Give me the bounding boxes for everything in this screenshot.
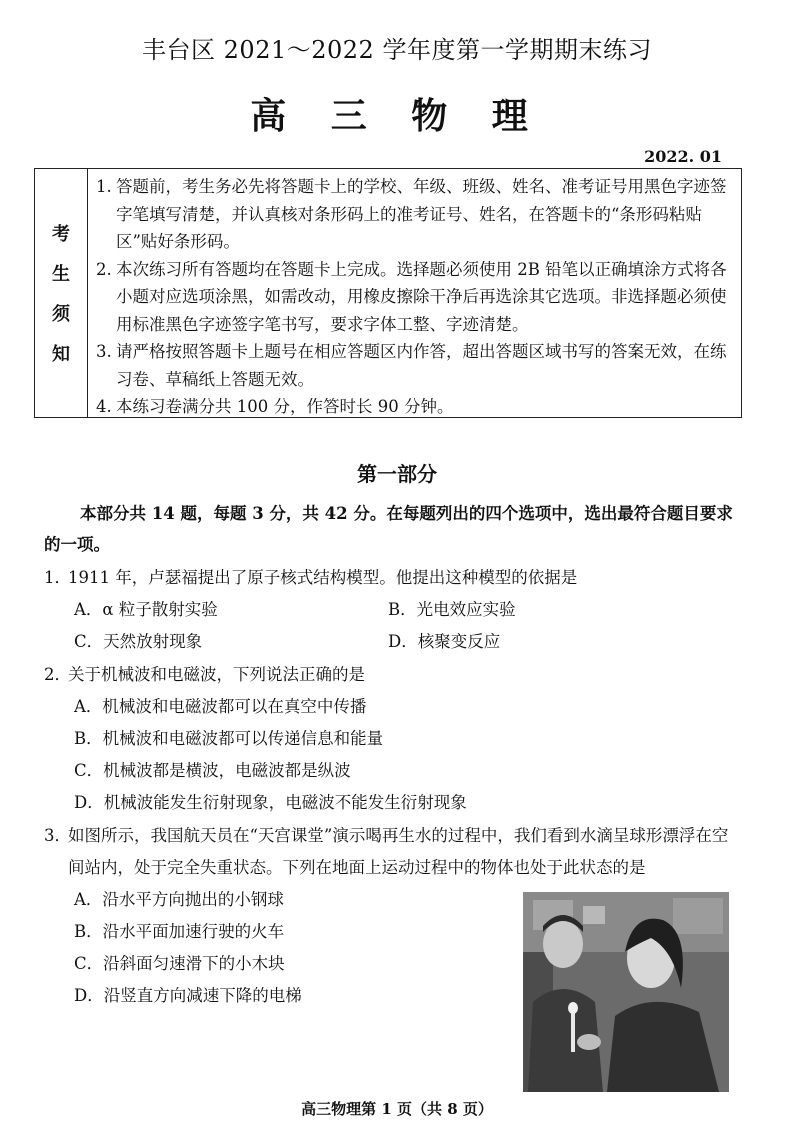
notice-item-text: 本练习卷满分共 100 分，作答时长 90 分钟。 [116, 397, 454, 416]
option-d: D．核聚变反应 [388, 632, 501, 651]
page-footer: 高三物理第 1 页（共 8 页） [301, 1100, 493, 1118]
section-title: 第一部分 [357, 462, 437, 486]
notice-item [96, 393, 733, 421]
question-text: 关于机械波和电磁波，下列说法正确的是 [68, 665, 365, 684]
question-stem [44, 562, 744, 594]
section-instructions: 本部分共 14 题，每题 3 分，共 42 分。在每题列出的四个选项中，选出最符合题目要求的一项。 [44, 504, 733, 554]
option-b: B．沿水平面加速行驶的火车 [74, 922, 285, 941]
notice-label-char: 须 [52, 304, 70, 325]
question-number: 3． [44, 826, 71, 845]
exam-title: 丰台区 2021～2022 学年度第一学期期末练习 [142, 36, 652, 64]
notice-label [35, 169, 88, 417]
question-number: 1． [44, 568, 71, 587]
question-number: 2． [44, 665, 71, 684]
option-c: C．机械波都是横波，电磁波都是纵波 [74, 761, 351, 780]
notice-item-number: 4. [96, 397, 112, 416]
question-1 [44, 562, 744, 658]
option-row [44, 594, 744, 626]
option-b: B．机械波和电磁波都可以传递信息和能量 [74, 729, 384, 748]
exam-date: 2022. 01 [644, 147, 722, 166]
option-d: D．沿竖直方向减速下降的电梯 [74, 986, 302, 1005]
notice-item [96, 338, 733, 393]
option-c: C．天然放射现象 [74, 632, 203, 651]
option-a: A．沿水平方向抛出的小钢球 [74, 890, 284, 909]
notice-item [96, 256, 733, 339]
notice-item-number: 2. [96, 259, 112, 279]
option-c: C．沿斜面匀速滑下的小木块 [74, 954, 285, 973]
notice-item [96, 173, 733, 256]
notice-item-number: 1. [96, 177, 112, 196]
notice-item-text: 请严格按照答题卡上题号在相应答题区内作答，超出答题区域书写的答案无效，在练习卷、草稿纸上答题无效。 [116, 342, 727, 389]
astronaut-photo [523, 892, 729, 1092]
option-a: A．α 粒子散射实验 [74, 600, 218, 619]
notice-item-number: 3. [96, 342, 112, 361]
option-a: A．机械波和电磁波都可以在真空中传播 [74, 697, 367, 716]
option-b: B．光电效应实验 [388, 600, 516, 619]
option-d: D．机械波能发生衍射现象，电磁波不能发生衍射现象 [74, 793, 467, 812]
question-2 [44, 659, 744, 819]
subject-title: 高 三 物 理 [250, 95, 544, 137]
astronaut-illustration [523, 892, 729, 1092]
candidate-notice-box [34, 168, 742, 418]
notice-label-char: 生 [52, 264, 70, 285]
question-text: 如图所示，我国航天员在“天宫课堂”演示喝再生水的过程中，我们看到水滴呈球形漂浮在空间站内，处于完全失重状态。下列在地面上运动过程中的物体也处于此状态的是 [68, 826, 729, 877]
question-text: 1911 年，卢瑟福提出了原子核式结构模型。他提出这种模型的依据是 [68, 568, 578, 587]
notice-item-text: 本次练习所有答题均在答题卡上完成。选择题必须使用 2B 铅笔以正确填涂方式将各小题对应选项涂黑，如需改动，用橡皮擦除干净后再选涂其它选项。非选择题必须使用标准黑色字迹签字笔书写，要求字体工整、字迹清楚。 [116, 259, 727, 334]
question-stem [44, 659, 744, 691]
notice-label-char: 知 [52, 344, 70, 365]
notice-item-text: 答题前，考生务必先将答题卡上的学校、年级、班级、姓名、准考证号用黑色字迹签字笔填写清楚，并认真核对条形码上的准考证号、姓名，在答题卡的“条形码粘贴区”贴好条形码。 [116, 177, 727, 251]
question-stem [44, 820, 744, 884]
notice-label-char: 考 [52, 224, 70, 245]
notice-list [88, 169, 741, 417]
option-row [44, 626, 744, 658]
